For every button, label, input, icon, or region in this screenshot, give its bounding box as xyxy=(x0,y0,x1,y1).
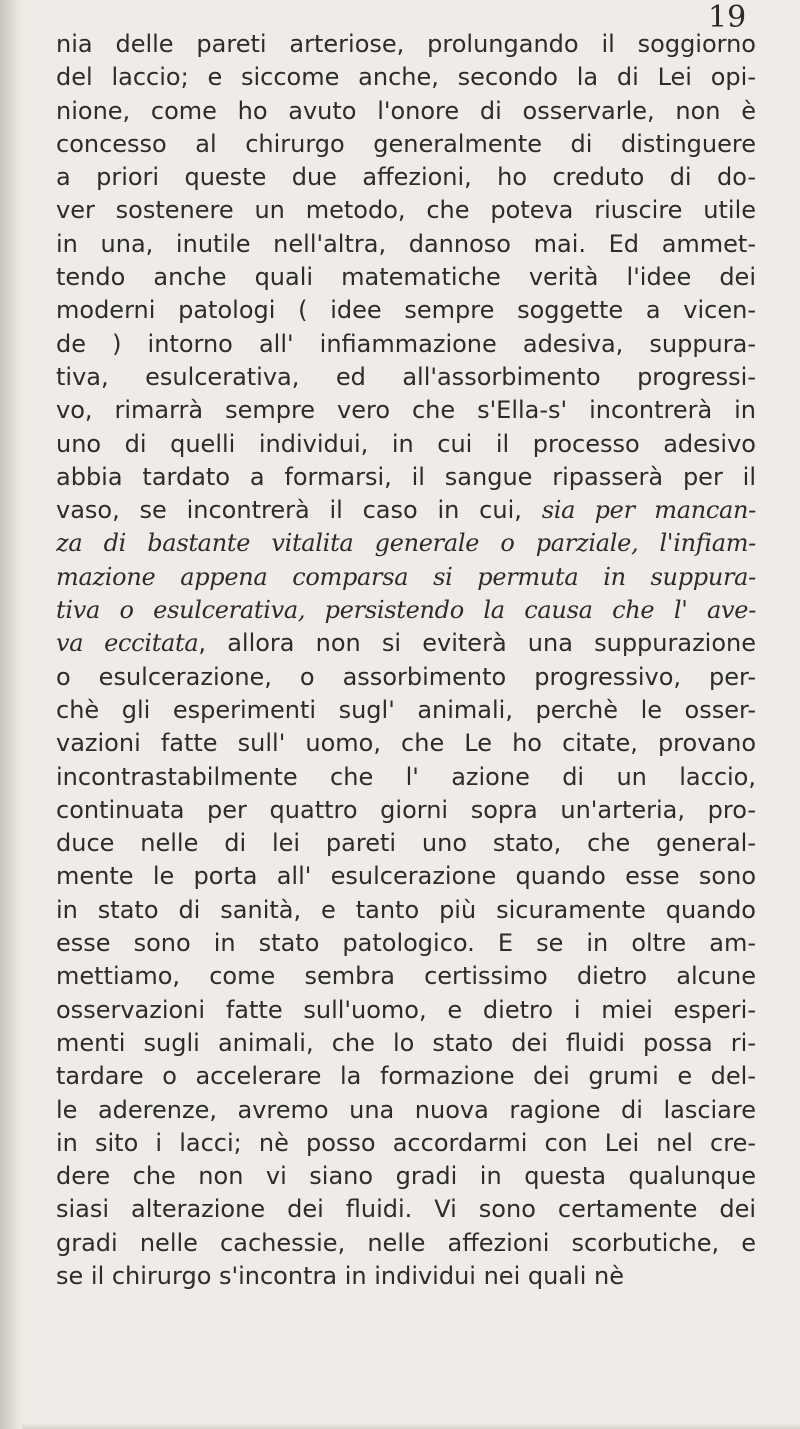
text-run: mente le porta all' esulcerazione quando esse sono xyxy=(56,862,756,891)
text-run: o esulcerazione, o assorbimento progressivo, per- xyxy=(56,662,756,691)
text-line xyxy=(56,527,756,560)
text-run: mazione appena comparsa si permuta in suppura- xyxy=(56,562,756,591)
text-line xyxy=(56,494,756,527)
text-line xyxy=(56,361,756,394)
page-edge xyxy=(22,1423,800,1429)
text-run: osservazioni fatte sull'uomo, e dietro i miei esperi- xyxy=(56,995,756,1024)
text-run: tiva, esulcerativa, ed all'assorbimento progressi- xyxy=(56,362,756,391)
binding-shadow xyxy=(0,0,22,1429)
text-line xyxy=(56,561,756,594)
text-line xyxy=(56,228,756,261)
text-line xyxy=(56,1227,756,1260)
text-line xyxy=(56,627,756,660)
text-run: moderni patologi ( idee sempre soggette a vicen- xyxy=(56,296,756,325)
text-line xyxy=(56,827,756,860)
text-line xyxy=(56,1094,756,1127)
page-number: 19 xyxy=(708,0,747,35)
text-line xyxy=(56,927,756,960)
text-run: vaso, se incontrerà il caso in cui, xyxy=(56,496,542,525)
text-run: del laccio; e siccome anche, secondo la di Lei opi- xyxy=(56,63,756,92)
text-line xyxy=(56,727,756,760)
text-line xyxy=(56,794,756,827)
text-line xyxy=(56,1127,756,1160)
text-line xyxy=(56,328,756,361)
text-run: tendo anche quali matematiche verità l'idee dei xyxy=(56,263,756,292)
text-run: ver sostenere un metodo, che poteva riuscire utile xyxy=(56,196,756,225)
text-run: sia per mancan- xyxy=(541,496,756,525)
text-line xyxy=(56,1160,756,1193)
text-run: duce nelle di lei pareti uno stato, che general- xyxy=(56,829,756,858)
body-text xyxy=(56,28,756,1293)
text-run: abbia tardato a formarsi, il sangue ripasserà per il xyxy=(56,462,756,491)
text-run: dere che non vi siano gradi in questa qualunque xyxy=(56,1162,756,1191)
text-run: se il chirurgo s'incontra in individui nei quali nè xyxy=(56,1261,624,1290)
text-run: incontrastabilmente che l' azione di un laccio, xyxy=(56,762,756,791)
text-line xyxy=(56,860,756,893)
text-run: esse sono in stato patologico. E se in oltre am- xyxy=(56,929,756,958)
text-run: tiva o esulcerativa, persistendo la causa che l' ave- xyxy=(56,596,756,625)
text-line xyxy=(56,294,756,327)
text-line xyxy=(56,61,756,94)
text-run: de ) intorno all' infiammazione adesiva, suppura- xyxy=(56,329,756,358)
text-line xyxy=(56,461,756,494)
text-run: gradi nelle cachessie, nelle affezioni scorbutiche, e xyxy=(56,1228,756,1257)
text-run: in sito i lacci; nè posso accordarmi con Lei nel cre- xyxy=(56,1128,756,1157)
text-line xyxy=(56,128,756,161)
text-line xyxy=(56,1027,756,1060)
text-run: vazioni fatte sull' uomo, che Le ho citate, provano xyxy=(56,729,756,758)
text-run: siasi alterazione dei fluidi. Vi sono certamente dei xyxy=(56,1195,756,1224)
text-run: tardare o accelerare la formazione dei grumi e del- xyxy=(56,1062,756,1091)
text-line xyxy=(56,960,756,993)
text-line xyxy=(56,1260,756,1293)
text-line xyxy=(56,1193,756,1226)
text-run: menti sugli animali, che lo stato dei fluidi possa ri- xyxy=(56,1028,756,1057)
text-run: chè gli esperimenti sugl' animali, perchè le osser- xyxy=(56,695,756,724)
text-line xyxy=(56,28,756,61)
text-run: uno di quelli individui, in cui il processo adesivo xyxy=(56,429,756,458)
text-line xyxy=(56,761,756,794)
text-run: concesso al chirurgo generalmente di distinguere xyxy=(56,129,756,158)
text-line xyxy=(56,1060,756,1093)
text-run: vo, rimarrà sempre vero che s'Ella-s' incontrerà in xyxy=(56,396,756,425)
text-line xyxy=(56,394,756,427)
text-line xyxy=(56,694,756,727)
text-line xyxy=(56,661,756,694)
text-line xyxy=(56,95,756,128)
text-line xyxy=(56,994,756,1027)
text-run: in stato di sanità, e tanto più sicuramente quando xyxy=(56,895,756,924)
text-run: continuata per quattro giorni sopra un'arteria, pro- xyxy=(56,795,756,824)
text-run: za di bastante vitalita generale o parziale, l'infiam- xyxy=(56,529,756,558)
text-line xyxy=(56,161,756,194)
text-run: nione, come ho avuto l'onore di osservarle, non è xyxy=(56,96,756,125)
text-run: va eccitata xyxy=(56,629,199,658)
text-line xyxy=(56,428,756,461)
text-line xyxy=(56,594,756,627)
text-run: , allora non si eviterà una suppurazione xyxy=(198,629,756,658)
text-line xyxy=(56,894,756,927)
text-run: nia delle pareti arteriose, prolungando il soggiorno xyxy=(56,30,756,58)
text-run: in una, inutile nell'altra, dannoso mai. Ed ammet- xyxy=(56,229,756,258)
text-run: mettiamo, come sembra certissimo dietro alcune xyxy=(56,962,756,991)
text-run: a priori queste due affezioni, ho creduto di do- xyxy=(56,163,756,192)
text-line xyxy=(56,261,756,294)
text-run: le aderenze, avremo una nuova ragione di lasciare xyxy=(56,1095,756,1124)
text-line xyxy=(56,194,756,227)
